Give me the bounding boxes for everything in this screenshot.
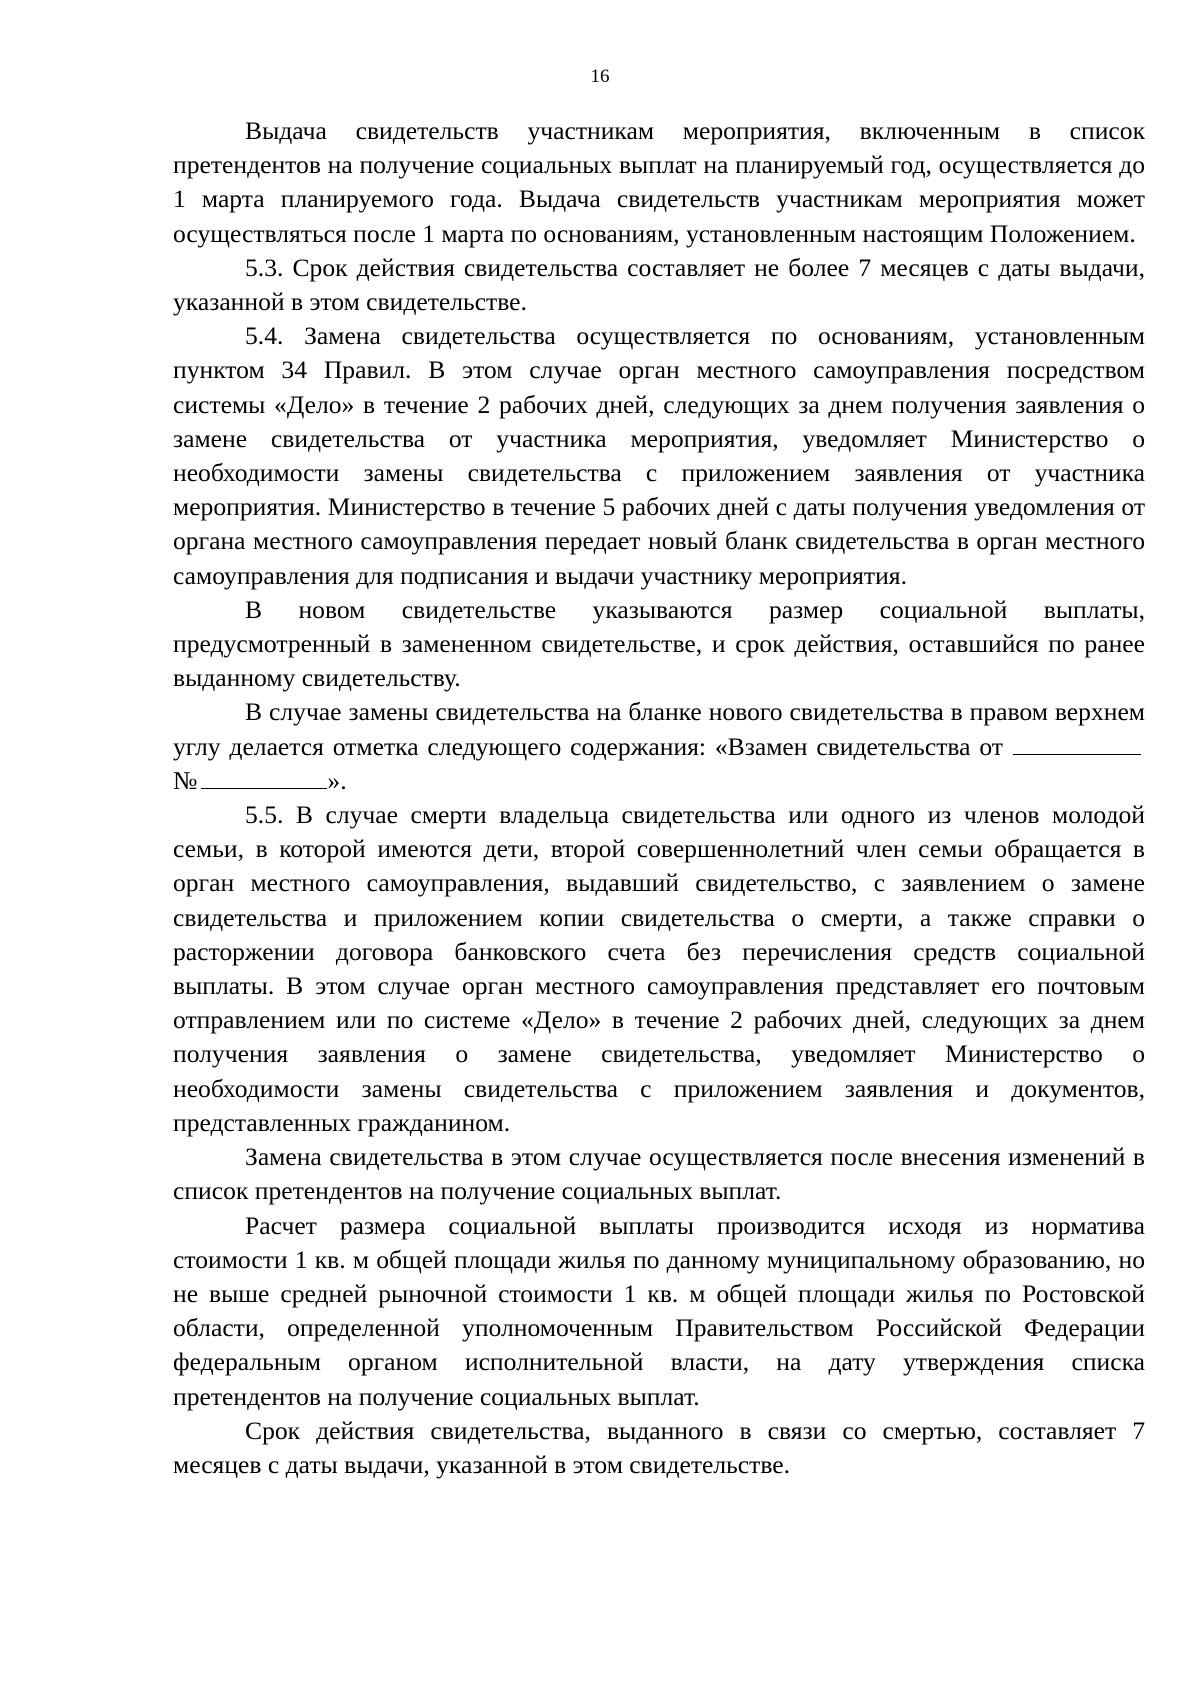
document-body	[173, 114, 1145, 1482]
paragraph-validity-period: Срок действия свидетельства, выданного в связи со смертью, составляет 7 месяцев с даты выдачи, указанной в этом свидетельстве.	[173, 1415, 1145, 1479]
number-sign: №	[173, 765, 198, 795]
paragraph-replacement-note	[173, 695, 1145, 798]
paragraph-replacement-timing: Замена свидетельства в этом случае осуществляется после внесения изменений в список претендентов на получение социальных выплат.	[173, 1142, 1145, 1206]
paragraph-5-5: 5.5. В случае смерти владельца свидетельства или одного из членов молодой семьи, в которой имеются дети, второй совершеннолетний член семьи обращается в орган местного самоуправления, выдавший свидетельство, с заявлением о замене свидетельства и приложением копии свидетельства о смерти, а также справки о расторжении договора банковского счета без перечисления средств социальной выплаты. В этом случае орган местного самоуправления представляет его почтовым отправлением или по системе «Дело» в течение 2 рабочих дней, следующих за днем получения заявления о замене свидетельства, уведомляет Министерство о необходимости замены свидетельства с приложением заявления и документов, представленных гражданином.	[173, 800, 1145, 1137]
paragraph-payment-calculation: Расчет размера социальной выплаты производится исходя из норматива стоимости 1 кв. м общей площади жилья по данному муниципальному образованию, но не выше средней рыночной стоимости 1 кв. м общей площади жилья по Ростовской области, определенной уполномоченным Правительством Российской Федерации федеральным органом исполнительной власти, на дату утверждения списка претендентов на получение социальных выплат.	[173, 1210, 1145, 1411]
date-blank-line	[1013, 732, 1141, 755]
number-blank-line	[201, 766, 327, 789]
paragraph-certificate-issuance: Выдача свидетельств участникам мероприятия, включенным в список претендентов на получение социальных выплат на планируемый год, осуществляется до 1 марта планируемого года. Выдача свидетельств участникам мероприятия может осуществляться после 1 марта по основаниям, установленным настоящим Положением.	[173, 116, 1145, 248]
replacement-note-closing: ».	[327, 765, 347, 795]
paragraph-5-4: 5.4. Замена свидетельства осуществляется по основаниям, установленным пунктом 34 Правил. В этом случае орган местного самоуправления посредством системы «Дело» в течение 2 рабочих дней, следующих за днем получения заявления о замене свидетельства от участника мероприятия, уведомляет Министерство о необходимости замены свидетельства с приложением заявления от участника мероприятия. Министерство в течение 5 рабочих дней с даты получения уведомления от органа местного самоуправления передает новый бланк свидетельства в орган местного самоуправления для подписания и выдачи участнику мероприятия.	[173, 321, 1145, 590]
replacement-note-text: В случае замены свидетельства на бланке нового свидетельства в правом верхнем углу делается отметка следующего содержания: «Взамен свидетельства от	[173, 697, 1145, 761]
paragraph-new-certificate: В новом свидетельстве указываются размер социальной выплаты, предусмотренный в замененном свидетельстве, и срок действия, оставшийся по ранее выданному свидетельству.	[173, 594, 1145, 693]
page-number: 16	[590, 66, 610, 87]
paragraph-5-3: 5.3. Срок действия свидетельства составляет не более 7 месяцев с даты выдачи, указанной в этом свидетельстве.	[173, 252, 1145, 317]
